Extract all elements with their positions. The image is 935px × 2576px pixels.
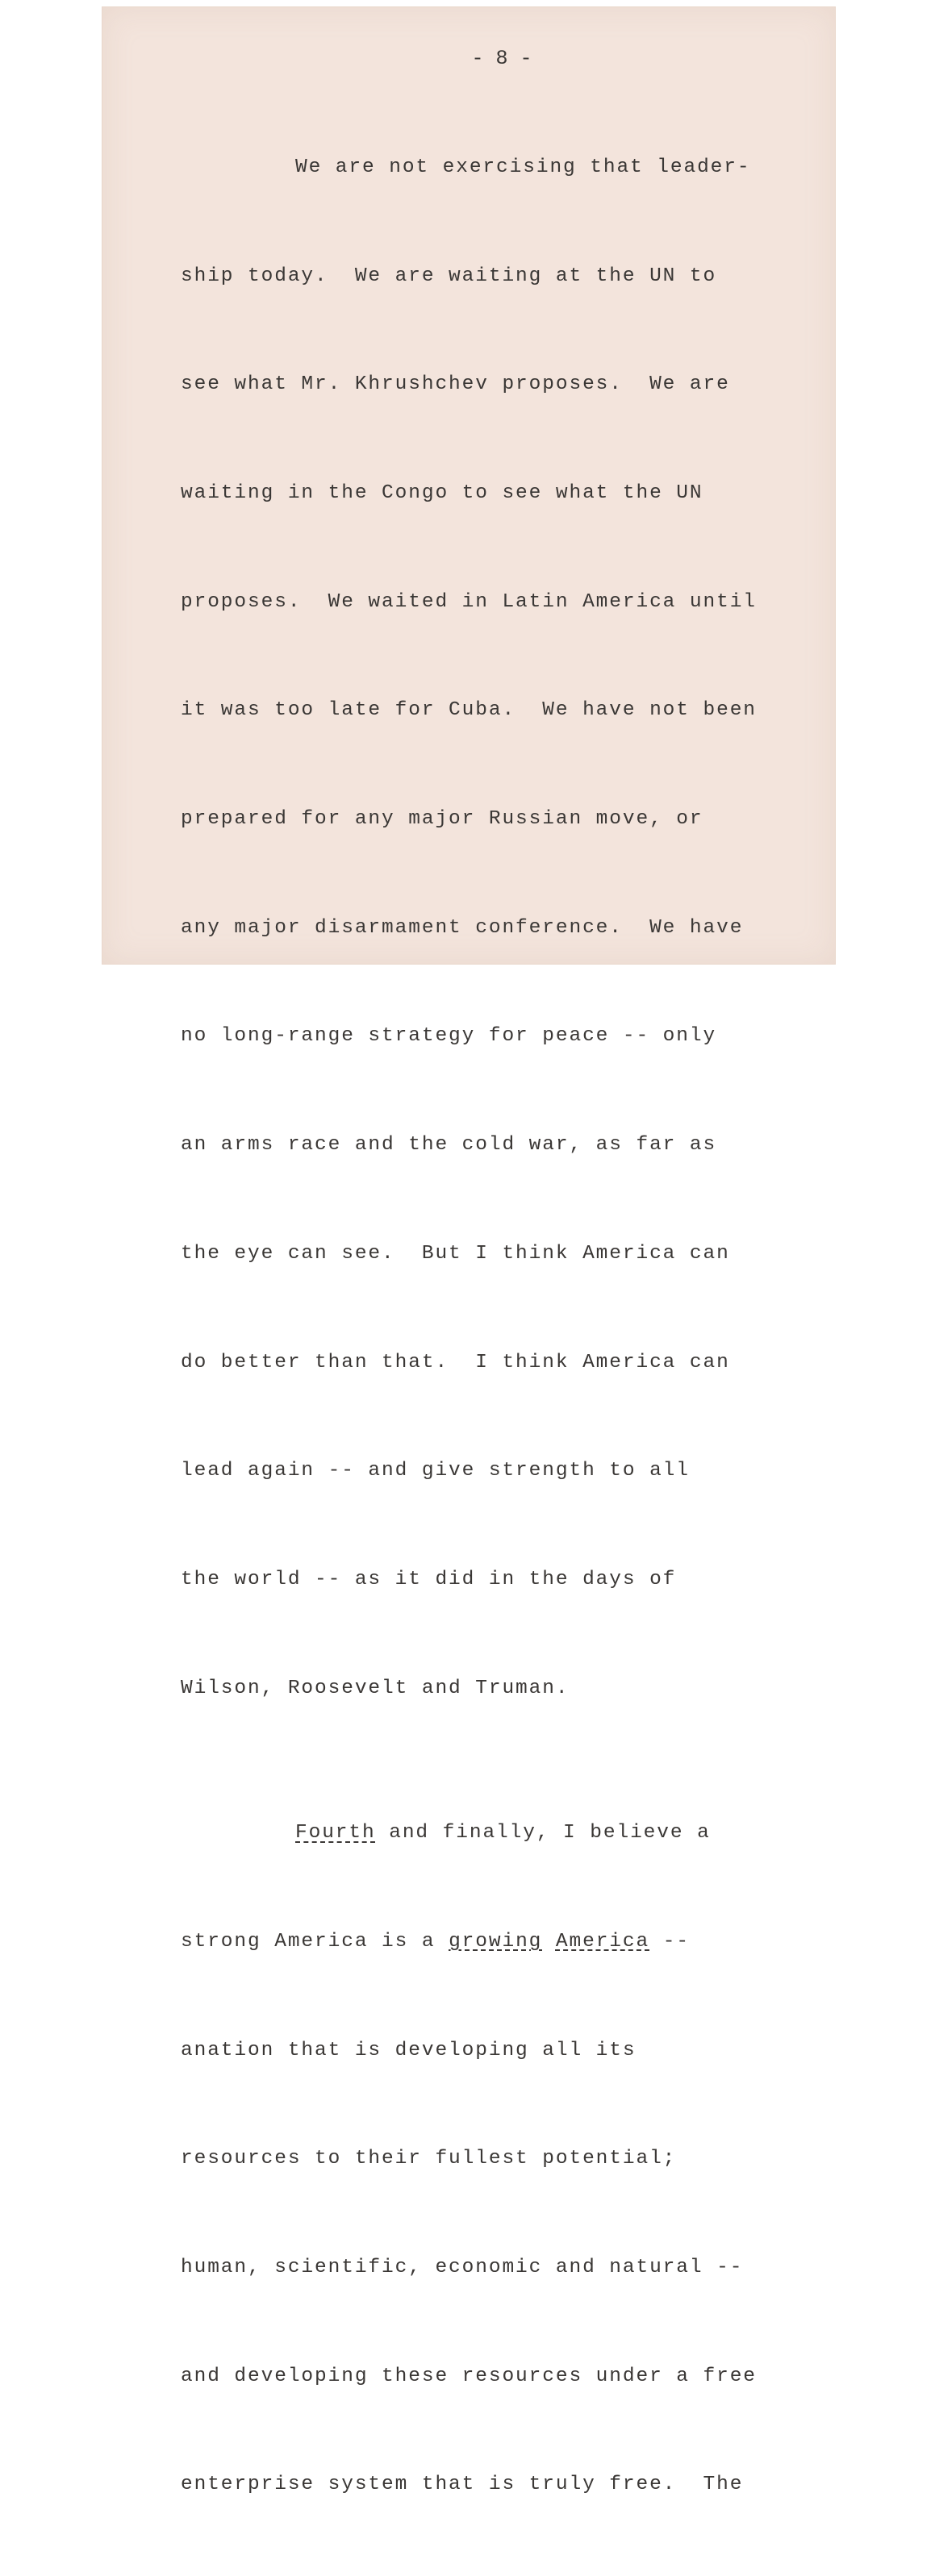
page-number: - 8 - — [471, 47, 532, 70]
text-fragment: -- — [649, 1930, 690, 1953]
text-line: no long-range strategy for peace -- only — [181, 1025, 717, 1048]
text-line: human, scientific, economic and natural -- — [181, 2257, 744, 2279]
text-line: anation that is developing all its — [181, 2039, 637, 2061]
body-text — [181, 77, 826, 2576]
text-line: and developing these resources under a free — [181, 2365, 757, 2387]
text-line: see what Mr. Khrushchev proposes. We are — [181, 373, 730, 396]
text-line: Wilson, Roosevelt and Truman. — [181, 1677, 570, 1699]
text-fragment: strong America is a — [181, 1930, 449, 1953]
text-line: proposes. We waited in Latin America until — [181, 590, 757, 613]
text-line: lead again -- and give strength to all — [181, 1460, 690, 1482]
underlined-word-growing: growing — [449, 1930, 543, 1953]
text-line: it was too late for Cuba. We have not been — [181, 699, 757, 722]
text-line: an arms race and the cold war, as far as — [181, 1134, 717, 1157]
text-line: the eye can see. But I think America can — [181, 1242, 730, 1265]
underlined-word-america: America — [555, 1930, 650, 1953]
text-line: any major disarmament conference. We have — [181, 916, 744, 939]
text-line: waiting in the Congo to see what the UN — [181, 481, 703, 504]
text-line: We are not exercising that leader- — [295, 156, 751, 178]
text-line: the world -- as it did in the days of — [181, 1568, 677, 1590]
underlined-word-fourth: Fourth — [295, 1822, 376, 1844]
text-fragment: and finally, I believe a — [375, 1822, 711, 1844]
text-line: do better than that. I think America can — [181, 1351, 730, 1373]
text-line — [181, 1924, 826, 1961]
text-fragment — [542, 1931, 556, 1953]
text-line: prepared for any major Russian move, or — [181, 808, 703, 831]
text-line: enterprise system that is truly free. The — [181, 2474, 744, 2496]
text-line: resources to their fullest potential; — [181, 2148, 677, 2170]
text-line: ship today. We are waiting at the UN to — [181, 265, 717, 287]
typed-page — [102, 6, 836, 2496]
paragraph-start-line — [181, 1815, 826, 1852]
